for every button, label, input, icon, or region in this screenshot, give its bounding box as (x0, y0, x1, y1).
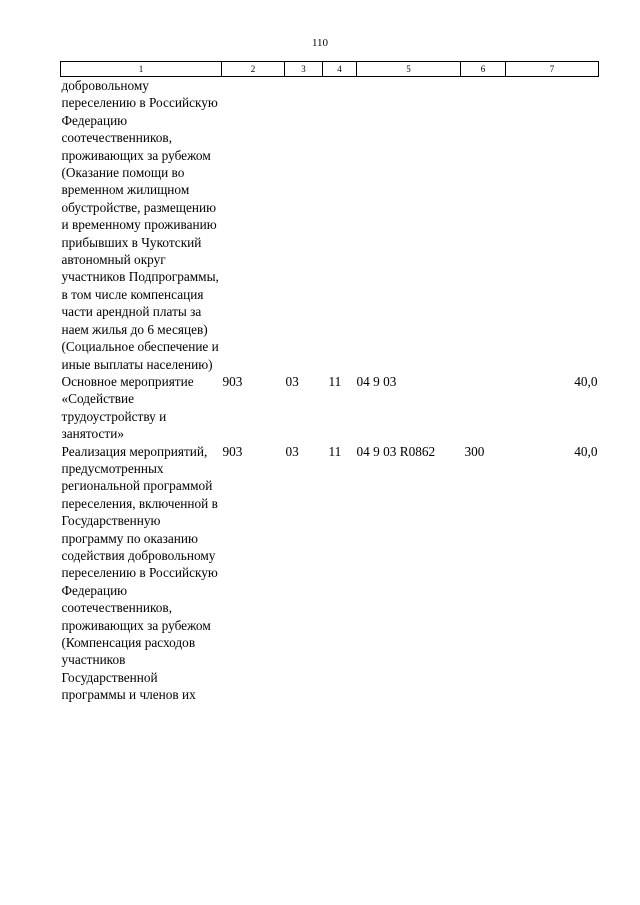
budget-table (60, 61, 599, 704)
target-code: 04 9 03 R0862 (356, 443, 436, 459)
section-code (285, 77, 323, 373)
header-col-7: 7 (506, 62, 599, 77)
header-col-1: 1 (61, 62, 222, 77)
expense-type-code: 300 (464, 443, 485, 459)
target-code (357, 77, 461, 373)
row-name: Основное мероприятие «Содействие трудоустройству и занятости» (61, 373, 194, 442)
section-code: 03 (285, 373, 299, 389)
amount: 40,0 (574, 443, 598, 459)
header-col-4: 4 (323, 62, 357, 77)
expense-type-code (461, 77, 506, 373)
amount (506, 77, 599, 373)
row-name-cell (61, 443, 222, 704)
row-name: Реализация мероприятий, предусмотренных региональной программой переселения, включенной в Государственную программу по оказанию содействия добровольному переселению в Российскую Федерацию соотечественников, проживающих за рубежом (Компенсация расходов участников Государственной программы и членов их (61, 443, 218, 703)
table-body (61, 77, 599, 704)
header-col-2: 2 (222, 62, 285, 77)
table-header (61, 62, 599, 77)
amount: 40,0 (574, 373, 598, 389)
section-code: 03 (285, 443, 299, 459)
row-name-cell (61, 77, 222, 373)
expense-type-code (461, 373, 506, 443)
table-row (61, 443, 599, 704)
ministry-code: 903 (222, 373, 243, 389)
page-number: 110 (311, 37, 329, 49)
row-name: добровольному переселению в Российскую Федерацию соотечественников, проживающих за рубежом (Оказание помощи во временном жилищном обустройстве, размещению и временному проживанию прибывших в Чукотский автономный округ участников Подпрограммы, в том числе компенсация части арендной платы за наем жилья до 6 месяцев) (Социальное обеспечение и иные выплаты населению) (61, 78, 219, 372)
header-row (61, 62, 599, 77)
subsection-code: 11 (328, 443, 342, 459)
ministry-code (222, 77, 285, 373)
header-col-5: 5 (357, 62, 461, 77)
row-name-cell (61, 373, 222, 443)
table-row (61, 77, 599, 373)
subsection-code: 11 (328, 373, 342, 389)
header-col-3: 3 (285, 62, 323, 77)
target-code: 04 9 03 (356, 373, 397, 389)
table-row (61, 373, 599, 443)
header-col-6: 6 (461, 62, 506, 77)
ministry-code: 903 (222, 443, 243, 459)
subsection-code (323, 77, 357, 373)
